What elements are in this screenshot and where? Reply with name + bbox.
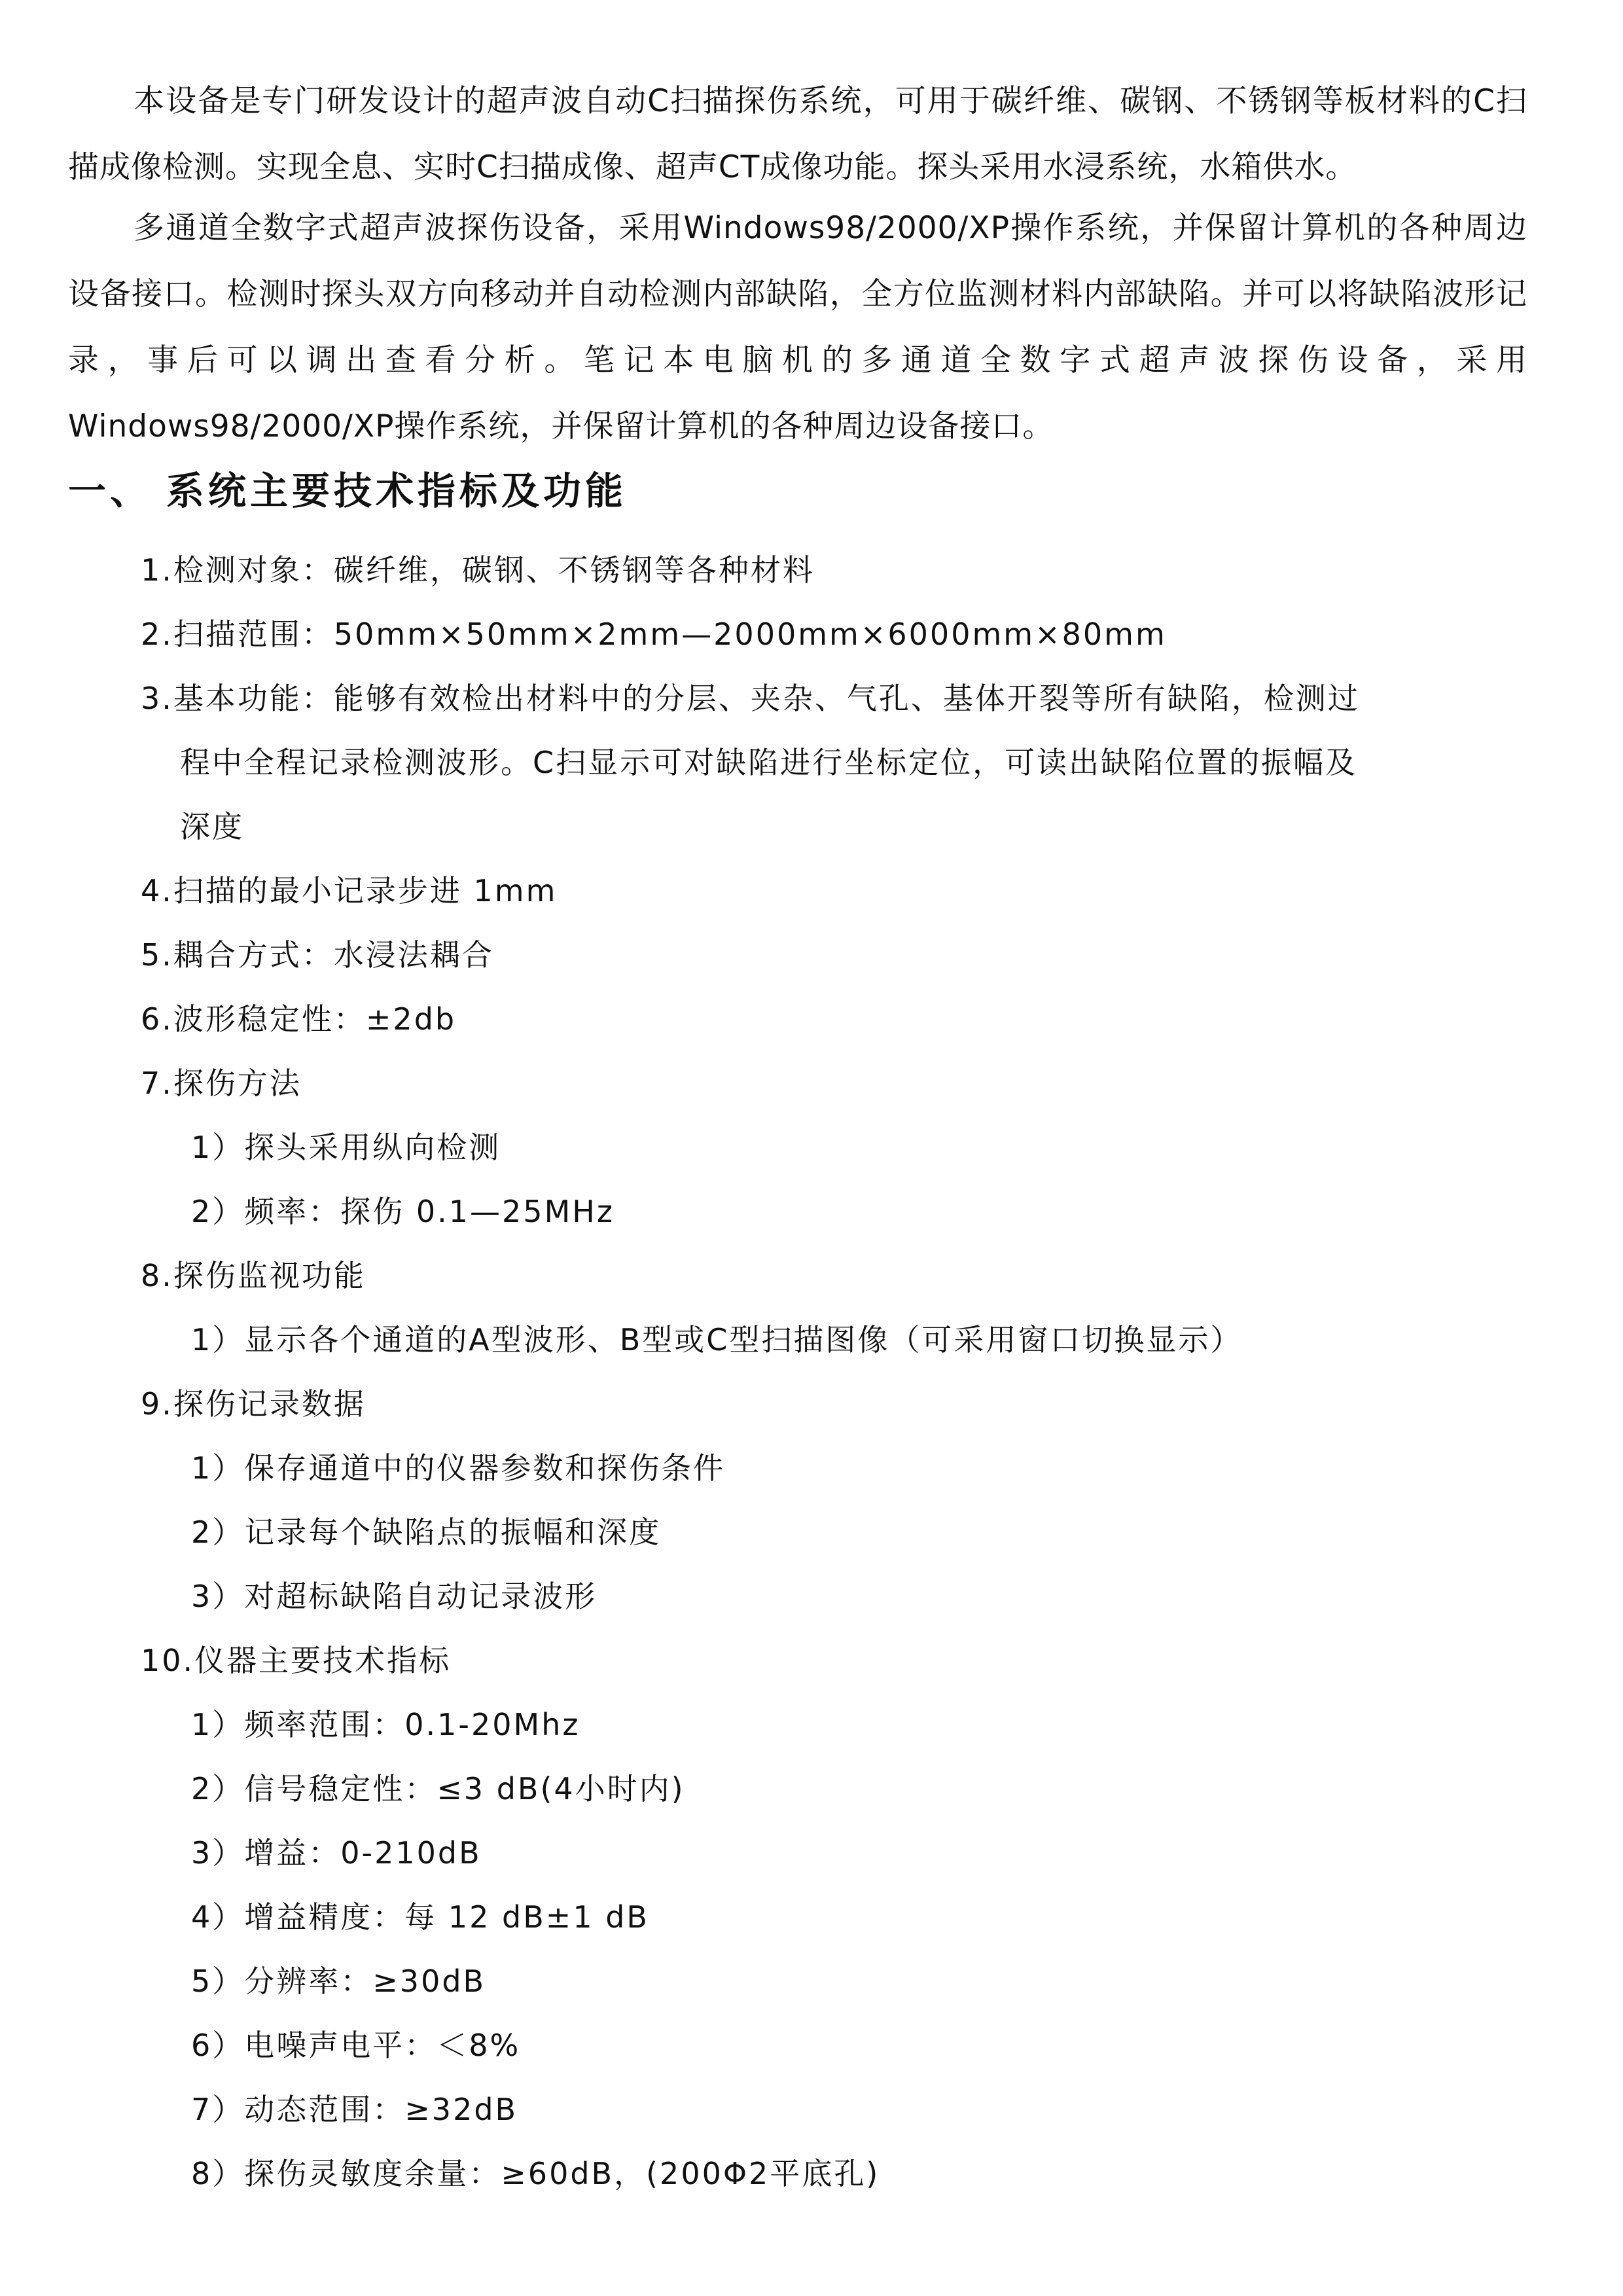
spec-item-10-4: 4）增益精度：每 12 dB±1 dB (191, 1899, 649, 1935)
spec-item-10-7: 7）动态范围：≥32dB (191, 2092, 518, 2127)
spec-item-3-line-3: 深度 (180, 809, 244, 844)
spec-item-10-8: 8）探伤灵敏度余量：≥60dB，(200Φ2平底孔) (191, 2156, 880, 2191)
spec-item-3-line-2: 程中全程记录检测波形。C扫显示可对缺陷进行坐标定位，可读出缺陷位置的振幅及 (180, 745, 1358, 780)
spec-item-5: 5.耦合方式：水浸法耦合 (141, 937, 494, 973)
spec-item-3 (141, 666, 1541, 859)
spec-item-7-1: 1）探头采用纵向检测 (191, 1130, 501, 1165)
section-heading (68, 461, 1508, 520)
spec-item-10: 10.仪器主要技术指标 (141, 1643, 452, 1678)
spec-item-7-2: 2）频率：探伤 0.1—25MHz (191, 1194, 615, 1229)
spec-item-8-1: 1）显示各个通道的A型波形、B型或C型扫描图像（可采用窗口切换显示） (191, 1322, 1243, 1357)
spec-item-9-1: 1）保存通道中的仪器参数和探伤条件 (191, 1450, 726, 1486)
spec-item-4: 4.扫描的最小记录步进 1mm (141, 873, 558, 908)
section-title: 系统主要技术指标及功能 (166, 469, 628, 513)
spec-item-10-5: 5）分辨率：≥30dB (191, 1964, 486, 1999)
spec-item-6: 6.波形稳定性：±2db (141, 1001, 457, 1037)
spec-item-10-2: 2）信号稳定性：≤3 dB(4小时内) (191, 1771, 685, 1806)
spec-item-10-3: 3）增益：0-210dB (191, 1835, 482, 1871)
spec-item-9-2: 2）记录每个缺陷点的振幅和深度 (191, 1515, 662, 1550)
spec-item-3-line-1: 3.基本功能：能够有效检出材料中的分层、夹杂、气孔、基体开裂等所有缺陷，检测过 (141, 681, 1360, 716)
spec-item-9: 9.探伤记录数据 (141, 1386, 366, 1422)
section-number: 一、 (68, 469, 152, 513)
spec-item-8: 8.探伤监视功能 (141, 1258, 366, 1293)
spec-item-9-3: 3）对超标缺陷自动记录波形 (191, 1579, 597, 1614)
spec-item-7: 7.探伤方法 (141, 1066, 302, 1101)
spec-item-2: 2.扫描范围：50mm×50mm×2mm—2000mm×6000mm×80mm (141, 617, 1167, 652)
intro-paragraph-1: 本设备是专门研发设计的超声波自动C扫描探伤系统，可用于碳纤维、碳钢、不锈钢等板材料的C扫描成像检测。实现全息、实时C扫描成像、超声CT成像功能。探头采用水浸系统，水箱供水。 (68, 83, 1527, 185)
intro-paragraph-2: 多通道全数字式超声波探伤设备，采用Windows98/2000/XP操作系统，并保留计算机的各种周边设备接口。检测时探头双方向移动并自动检测内部缺陷，全方位监测材料内部缺陷。并可以将缺陷波形记录，事后可以调出查看分析。笔记本电脑机的多通道全数字式超声波探伤设备，采用Windows98/2000/XP操作系统，并保留计算机的各种周边设备接口。 (68, 210, 1527, 444)
spec-item-10-1: 1）频率范围：0.1-20Mhz (191, 1707, 580, 1742)
spec-item-1: 1.检测对象：碳纤维，碳钢、不锈钢等各种材料 (141, 552, 815, 588)
spec-item-10-6: 6）电噪声电平：＜8% (191, 2028, 521, 2063)
